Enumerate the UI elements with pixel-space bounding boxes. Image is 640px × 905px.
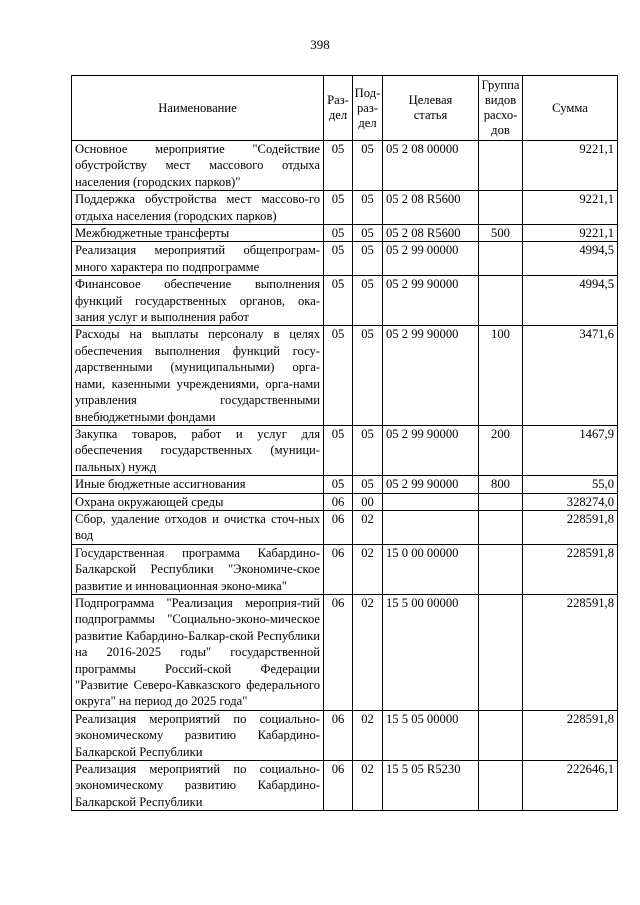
cell-razdel: 05 [324,276,353,326]
cell-podrazdel: 02 [353,710,383,760]
cell-gruppa [479,191,523,225]
cell-podrazdel: 02 [353,761,383,811]
cell-podrazdel: 02 [353,594,383,710]
cell-podrazdel: 05 [353,276,383,326]
table-row [72,191,618,225]
cell-razdel: 05 [324,476,353,493]
cell-celevaya: 05 2 99 90000 [383,425,479,475]
table-header-row [72,76,618,141]
cell-gruppa [479,594,523,710]
cell-summa: 4994,5 [523,242,618,276]
cell-celevaya: 05 2 08 R5600 [383,191,479,225]
cell-gruppa [479,493,523,510]
cell-celevaya: 05 2 99 90000 [383,276,479,326]
table-row [72,544,618,594]
cell-celevaya [383,510,479,544]
cell-summa: 1467,9 [523,425,618,475]
cell-summa: 55,0 [523,476,618,493]
cell-name: Подпрограмма "Реализация мероприя-тий подпрограммы "Социально-эконо-мическое развитие Кабардино-Балкар-ской Республики на 2016-2025 годы" государственной программы Россий-ской Федерации "Развитие Северо-Кавказского федерального округа" на период до 2025 года" [72,594,324,710]
cell-summa: 3471,6 [523,326,618,425]
cell-razdel: 05 [324,225,353,242]
cell-podrazdel: 05 [353,141,383,191]
cell-podrazdel: 00 [353,493,383,510]
cell-razdel: 06 [324,594,353,710]
cell-gruppa: 100 [479,326,523,425]
cell-celevaya: 15 5 05 00000 [383,710,479,760]
header-razdel: Раз- дел [324,76,353,141]
cell-podrazdel: 05 [353,476,383,493]
table-row [72,141,618,191]
cell-razdel: 05 [324,141,353,191]
table-row [72,425,618,475]
cell-podrazdel: 05 [353,225,383,242]
cell-gruppa: 800 [479,476,523,493]
cell-name: Межбюджетные трансферты [72,225,324,242]
cell-name: Основное мероприятие "Содействие обустройству мест массового отдыха населения (городских парков)" [72,141,324,191]
cell-celevaya: 05 2 99 90000 [383,326,479,425]
cell-celevaya [383,493,479,510]
cell-razdel: 06 [324,710,353,760]
cell-summa: 228591,8 [523,710,618,760]
cell-gruppa [479,276,523,326]
cell-podrazdel: 05 [353,191,383,225]
cell-gruppa [479,141,523,191]
cell-razdel: 05 [324,425,353,475]
cell-podrazdel: 05 [353,242,383,276]
cell-gruppa [479,761,523,811]
header-gruppa: Группа видов расхо- дов [479,76,523,141]
cell-podrazdel: 05 [353,425,383,475]
cell-gruppa: 500 [479,225,523,242]
cell-name: Государственная программа Кабардино-Балкарской Республики "Экономиче-ское развитие и инновационная эконо-мика" [72,544,324,594]
cell-summa: 228591,8 [523,510,618,544]
table-row [72,242,618,276]
cell-gruppa [479,510,523,544]
cell-summa: 228591,8 [523,594,618,710]
table-row [72,276,618,326]
table-row [72,326,618,425]
table-row [72,594,618,710]
cell-name: Реализация мероприятий общепрограм-много характера по подпрограмме [72,242,324,276]
cell-podrazdel: 02 [353,544,383,594]
cell-name: Поддержка обустройства мест массово-го отдыха населения (городских парков) [72,191,324,225]
table-row [72,710,618,760]
cell-razdel: 05 [324,326,353,425]
cell-name: Сбор, удаление отходов и очистка сточ-ных вод [72,510,324,544]
page-number: 398 [310,37,330,52]
cell-razdel: 06 [324,493,353,510]
table-row [72,493,618,510]
cell-razdel: 05 [324,191,353,225]
cell-name: Иные бюджетные ассигнования [72,476,324,493]
cell-summa: 4994,5 [523,276,618,326]
cell-name: Закупка товаров, работ и услуг для обеспечения государственных (муници-пальных) нужд [72,425,324,475]
cell-summa: 9221,1 [523,225,618,242]
table-row [72,510,618,544]
cell-celevaya: 05 2 99 00000 [383,242,479,276]
cell-razdel: 05 [324,242,353,276]
table-row [72,761,618,811]
cell-celevaya: 05 2 08 R5600 [383,225,479,242]
cell-summa: 9221,1 [523,141,618,191]
cell-celevaya: 15 0 00 00000 [383,544,479,594]
table-row [72,225,618,242]
budget-table [71,75,618,811]
cell-gruppa [479,710,523,760]
cell-name: Финансовое обеспечение выполнения функций государственных органов, ока-зания услуг и выполнения работ [72,276,324,326]
cell-gruppa [479,544,523,594]
cell-celevaya: 15 5 05 R5230 [383,761,479,811]
cell-celevaya: 05 2 08 00000 [383,141,479,191]
cell-name: Реализация мероприятий по социально-экономическому развитию Кабардино-Балкарской Республики [72,761,324,811]
cell-summa: 9221,1 [523,191,618,225]
cell-razdel: 06 [324,510,353,544]
cell-podrazdel: 02 [353,510,383,544]
header-podrazdel: Под- раз- дел [353,76,383,141]
cell-gruppa [479,242,523,276]
cell-celevaya: 15 5 00 00000 [383,594,479,710]
cell-name: Охрана окружающей среды [72,493,324,510]
header-name: Наименование [72,76,324,141]
cell-razdel: 06 [324,761,353,811]
cell-summa: 328274,0 [523,493,618,510]
header-celevaya: Целевая статья [383,76,479,141]
cell-name: Реализация мероприятий по социально-экономическому развитию Кабардино-Балкарской Республики [72,710,324,760]
header-summa: Сумма [523,76,618,141]
cell-podrazdel: 05 [353,326,383,425]
cell-summa: 222646,1 [523,761,618,811]
cell-name: Расходы на выплаты персоналу в целях обеспечения выполнения функций госу-дарственными (муниципальными) орга-нами, казенными учреждениями, орга-нами управления государственными внебюджетными фондами [72,326,324,425]
table-row [72,476,618,493]
cell-gruppa: 200 [479,425,523,475]
cell-summa: 228591,8 [523,544,618,594]
cell-razdel: 06 [324,544,353,594]
cell-celevaya: 05 2 99 90000 [383,476,479,493]
